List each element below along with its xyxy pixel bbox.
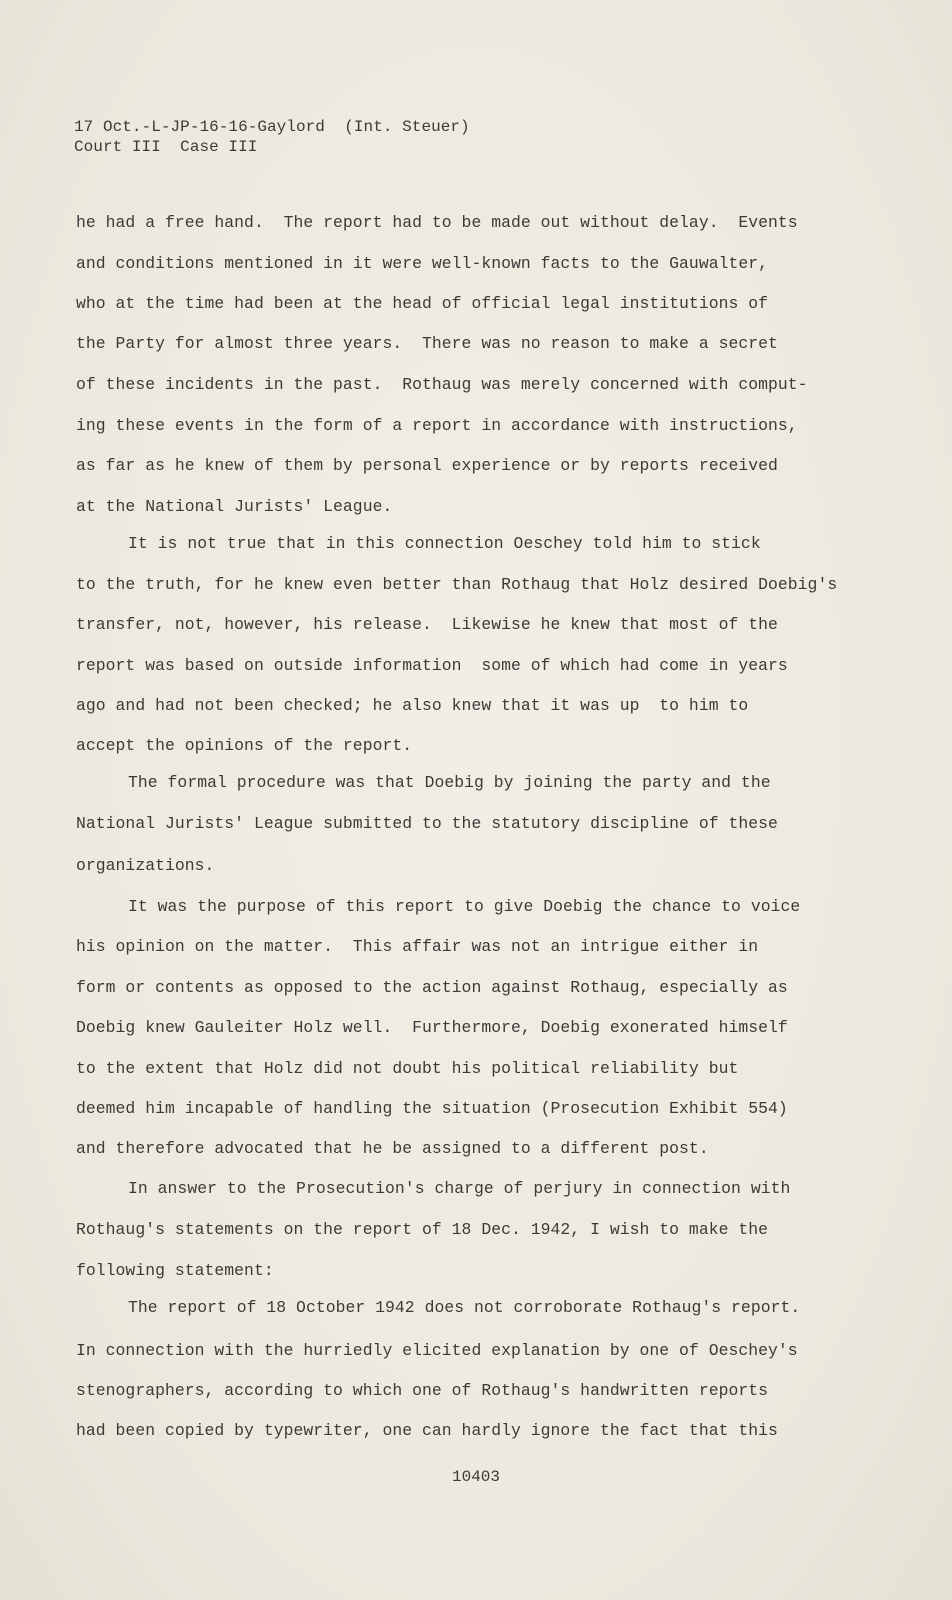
paragraph-4-line: to the extent that Holz did not doubt his political reliability but [76,1059,739,1078]
continued-paragraph-line: who at the time had been at the head of official legal institutions of [76,294,769,313]
paragraph-2-line: transfer, not, however, his release. Likewise he knew that most of the [76,615,778,634]
paragraph-2-line: report was based on outside information some of which had come in years [76,656,788,675]
paragraph-4-line: It was the purpose of this report to give Doebig the chance to voice [128,897,801,916]
paragraph-3-line: The formal procedure was that Doebig by joining the party and the [128,773,771,792]
paragraph-2-line: It is not true that in this connection Oeschey told him to stick [128,534,761,553]
continued-paragraph-line: at the National Jurists' League. [76,497,393,516]
paragraph-6-line: stenographers, according to which one of Rothaug's handwritten reports [76,1381,769,1400]
paragraph-6-line: In connection with the hurriedly elicited explanation by one of Oeschey's [76,1341,798,1360]
continued-paragraph-line: the Party for almost three years. There was no reason to make a secret [76,334,778,353]
paragraph-4-line: his opinion on the matter. This affair was not an intrigue either in [76,937,759,956]
continued-paragraph-line: as far as he knew of them by personal experience or by reports received [76,456,778,475]
paragraph-2-line: to the truth, for he knew even better than Rothaug that Holz desired Doebig's [76,575,838,594]
paragraph-6-line: The report of 18 October 1942 does not corroborate Rothaug's report. [128,1298,801,1317]
paragraph-3-line: organizations. [76,856,215,875]
paragraph-2-line: ago and had not been checked; he also knew that it was up to him to [76,696,749,715]
continued-paragraph-line: of these incidents in the past. Rothaug was merely concerned with comput- [76,375,808,394]
page-number: 10403 [451,1468,500,1486]
paragraph-5-line: following statement: [76,1261,274,1280]
paragraph-4-line: and therefore advocated that he be assigned to a different post. [76,1139,709,1158]
paragraph-2-line: accept the opinions of the report. [76,736,413,755]
paragraph-4-line: form or contents as opposed to the action against Rothaug, especially as [76,978,788,997]
paragraph-4-line: deemed him incapable of handling the situation (Prosecution Exhibit 554) [76,1099,788,1118]
header-court-case: Court III Case III [74,138,258,156]
header-reference: 17 Oct.-L-JP-16-16-Gaylord (Int. Steuer) [74,118,470,136]
continued-paragraph-line: ing these events in the form of a report in accordance with instructions, [76,416,798,435]
continued-paragraph-line: he had a free hand. The report had to be made out without delay. Events [76,213,798,232]
paragraph-3-line: National Jurists' League submitted to the statutory discipline of these [76,814,778,833]
paragraph-5-line: In answer to the Prosecution's charge of perjury in connection with [128,1179,791,1198]
paragraph-4-line: Doebig knew Gauleiter Holz well. Furthermore, Doebig exonerated himself [76,1018,788,1037]
paragraph-6-line: had been copied by typewriter, one can hardly ignore the fact that this [76,1421,778,1440]
continued-paragraph-line: and conditions mentioned in it were well-known facts to the Gauwalter, [76,254,769,273]
paragraph-5-line: Rothaug's statements on the report of 18 Dec. 1942, I wish to make the [76,1220,769,1239]
